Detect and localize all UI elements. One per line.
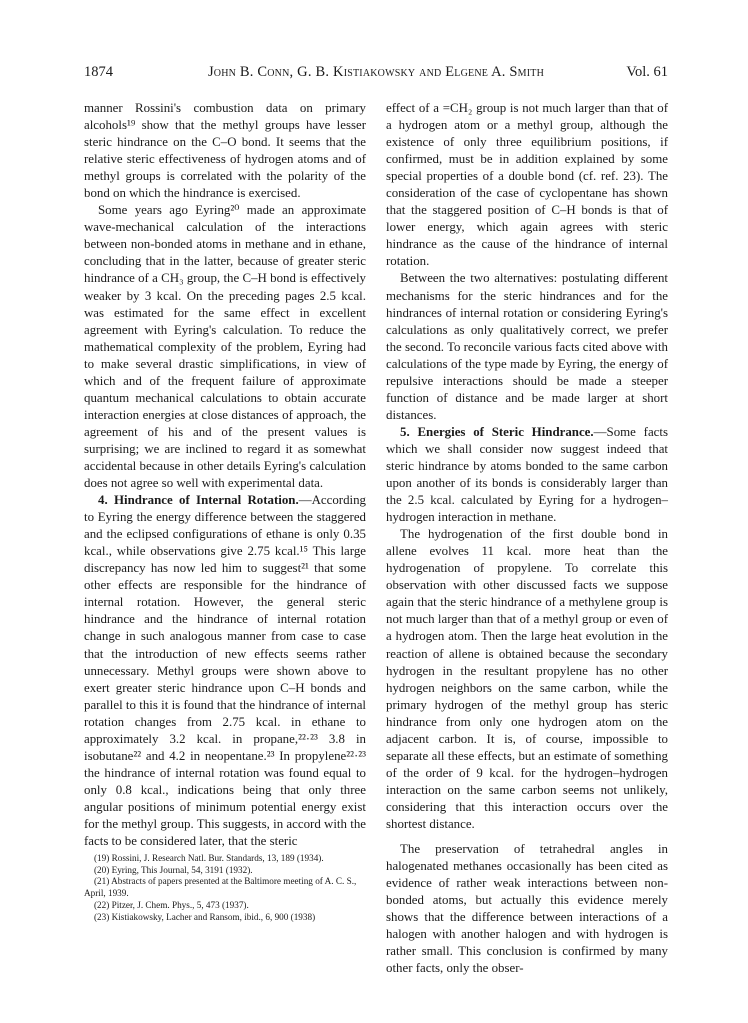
paragraph: The hydrogenation of the first double bond in allene evolves 11 kcal. more heat than the hydrogenation of propylene. To correlate this observation with other discussed facts we suppose again that the steric hindrance of a methylene group is not much larger than that of a methyl group or even of a hydrogen atom. Then the large heat evolution in the reaction of allene is obtained because the secondary hydrogen in the resultant propylene has no other hydrogen neighbors on the same carbon, while the primary hydrogen of the methyl group has steric hindrance from only one hydrogen atom on the adjacent carbon. It is, of course, impossible to separate all these effects, but an estimate of something of the order of 9 kcal. for the hydrogen–hydrogen interaction on the same carbon seems not unlikely, considering that this interaction occurs over the shortest distance. [386,527,668,831]
running-head-authors: John B. Conn, G. B. Kistiakowsky and Elgene A. Smith [207,64,545,80]
footnotes [84,853,366,923]
paragraph: manner Rossini's combustion data on primary alcohols¹⁹ show that the methyl groups have lesser steric hindrance on the C–O bond. It seems that the relative steric effectiveness of hydrogen atoms and of methyl groups is correlated with the polarity of the bond on which the hindrance is exercised. [84,101,366,201]
volume-label: Vol. 61 [626,64,668,80]
right-column [386,100,668,977]
paragraph: The preservation of tetrahedral angles in halogenated methanes occasionally has been cited as evidence of rather weak interactions between non-bonded atoms, but actually this evidence merely shows that the difference between interactions of a halogen with another halogen and with hydrogen is rather small. This conclusion is confirmed by many other facts, only the obser- [386,842,668,976]
page-header [84,64,668,84]
left-column [84,100,366,923]
paragraph: Between the two alternatives: postulating different mechanisms for the steric hindrances and for the hindrances of internal rotation or considering Eyring's calculations as only qualitatively correct, we prefer the second. To reconcile various facts cited above with calculations of the type made by Eyring, the energy of repulsive interactions should be made a steeper function of distance and be made larger at short distances. [386,271,668,422]
section-4-paragraph [84,492,366,850]
footnote: (21) Abstracts of papers presented at the Baltimore meeting of A. C. S., April, 1939. [84,876,357,899]
section-5-paragraph [386,424,668,526]
page-number: 1874 [84,64,113,80]
footnote: (19) Rossini, J. Research Natl. Bur. Standards, 13, 189 (1934). [94,853,324,864]
paragraph-gap [386,833,668,841]
section-number: 5. [400,424,410,439]
paragraph: Some years ago Eyring²⁰ made an approximate wave-mechanical calculation of the interactions between non-bonded atoms in methane and in ethane, concluding that in the latter, because of greater steric hindrance of a CH₃ group, the C–H bond is effectively weaker by 3 kcal. On the preceding pages 2.5 kcal. was estimated for the same effect in excellent agreement with Eyring's calculation. To reduce the mathematical complexity of the problem, Eyring had to make several drastic simplifications, in view of which and of the frequent failure of approximate quantum mechanical calculations to obtain accurate interaction energies at close distances of approach, the agreement of his and of the present values is surprising; we are inclined to regard it as somewhat accidental because in other details Eyring's calculation does not agree so well with experimental data. [84,203,366,491]
paragraph: effect of a =CH₂ group is not much larger than that of a hydrogen atom or a methyl group, although the existence of only three equilibrium positions, if confirmed, must be in addition explained by some special properties of a double bond (cf. ref. 23). The consideration of the case of cyclopentane has shown that the staggered position of C–H bonds is that of lower energy, which again agrees with steric hindrance as the cause of the hindrance of internal rotation. [386,101,668,269]
footnote: (22) Pitzer, J. Chem. Phys., 5, 473 (1937). [94,899,249,910]
section-number: 4. [98,493,108,508]
paragraph-text: —According to Eyring the energy difference between the staggered and the eclipsed configurations of ethane is only 0.35 kcal., while observations give 2.75 kcal.¹⁵ This large discrepancy has now led him to suggest²¹ that some other effects are responsible for the hindrance of internal rotation. However, the general steric hindrance and the hindrance of internal rotation change in such analogous manner from case to case that the introduction of new effects seems rather unnecessary. Methyl groups were shown above to exert greater steric hindrance upon C–H bonds and parallel to this it is found that the hindrance of internal rotation changes from 2.75 kcal. in ethane to approximately 3.2 kcal. in propane,²²·²³ 3.8 in isobutane²² and 4.2 in neopentane.²³ In propylene²²·²³ the hindrance of internal rotation was found equal to only 0.8 kcal., indications being that only three angular positions of minimum potential energy exist for the methyl group. This suggests, in accord with the facts to be considered later, that the steric [84,493,366,849]
paragraph-text: —Some facts which we shall consider now suggest indeed that steric hindrance by atoms bonded to the same carbon upon another of its bonds is considerably larger than the 2.5 kcal. calculated by Eyring for a hydrogen–hydrogen interaction in methane. [386,424,668,525]
footnote: (23) Kistiakowsky, Lacher and Ransom, ibid., 6, 900 (1938) [94,911,316,922]
section-title: Hindrance of Internal Rotation. [113,493,299,508]
footnote: (20) Eyring, This Journal, 54, 3191 (1932). [94,864,253,875]
section-title: Energies of Steric Hindrance. [417,424,594,439]
